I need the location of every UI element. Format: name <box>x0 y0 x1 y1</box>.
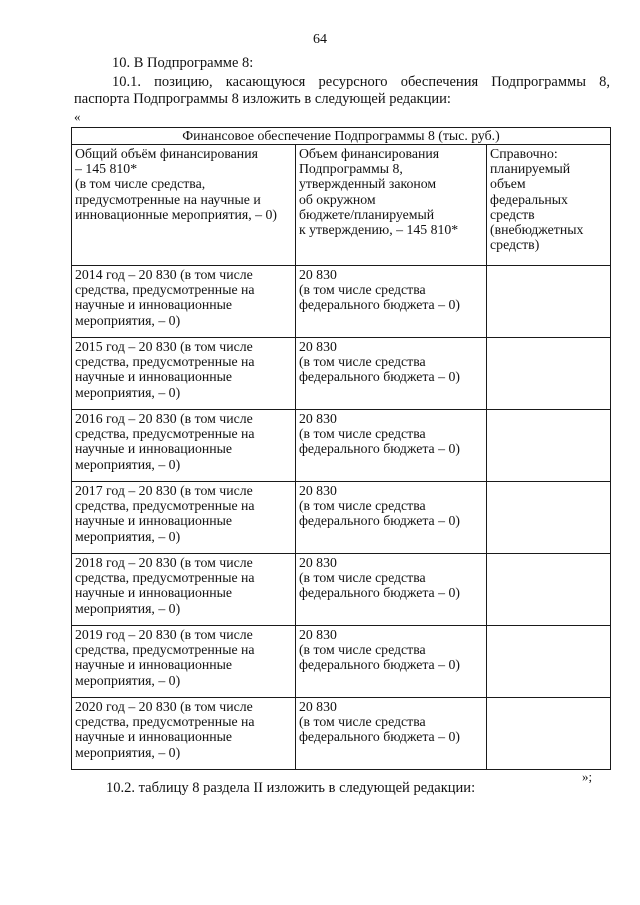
year-approved-cell: 20 830 (в том числе средства федерального бюджета – 0) <box>295 554 486 626</box>
table-row <box>72 554 611 626</box>
header-approved-financing: Объем финансирования Подпрограммы 8, утвержденный законом об окружном бюджете/планируемый к утверждению, – 145 810* <box>295 145 486 266</box>
year-reference-cell <box>487 554 611 626</box>
year-total-cell: 2019 год – 20 830 (в том числе средства, предусмотренные на научные и инновационные мероприятия, – 0) <box>72 626 296 698</box>
header-total-financing: Общий объём финансирования – 145 810* (в том числе средства, предусмотренные на научные и инновационные мероприятия, – 0) <box>72 145 296 266</box>
table-row <box>72 266 611 338</box>
table-row <box>72 410 611 482</box>
year-total-cell: 2018 год – 20 830 (в том числе средства, предусмотренные на научные и инновационные мероприятия, – 0) <box>72 554 296 626</box>
year-approved-cell: 20 830 (в том числе средства федерального бюджета – 0) <box>295 410 486 482</box>
year-total-cell: 2017 год – 20 830 (в том числе средства, предусмотренные на научные и инновационные мероприятия, – 0) <box>72 482 296 554</box>
year-reference-cell <box>487 266 611 338</box>
page-number: 64 <box>313 32 327 47</box>
table-title: Финансовое обеспечение Подпрограммы 8 (тыс. руб.) <box>72 128 611 145</box>
year-total-cell: 2016 год – 20 830 (в том числе средства, предусмотренные на научные и инновационные мероприятия, – 0) <box>72 410 296 482</box>
table-title-row <box>72 128 611 145</box>
year-total-cell: 2015 год – 20 830 (в том числе средства, предусмотренные на научные и инновационные мероприятия, – 0) <box>72 338 296 410</box>
year-approved-cell: 20 830 (в том числе средства федерального бюджета – 0) <box>295 338 486 410</box>
year-total-cell: 2014 год – 20 830 (в том числе средства, предусмотренные на научные и инновационные мероприятия, – 0) <box>72 266 296 338</box>
table-row <box>72 338 611 410</box>
year-approved-cell: 20 830 (в том числе средства федерального бюджета – 0) <box>295 698 486 770</box>
year-approved-cell: 20 830 (в том числе средства федерального бюджета – 0) <box>295 482 486 554</box>
year-reference-cell <box>487 626 611 698</box>
year-reference-cell <box>487 698 611 770</box>
paragraph-10-2: 10.2. таблицу 8 раздела II изложить в следующей редакции: <box>106 780 476 796</box>
financing-table <box>71 127 611 770</box>
paragraph-10-1: 10.1. позицию, касающуюся ресурсного обеспечения Подпрограммы 8, паспорта Подпрограммы 8 изложить в следующей редакции: <box>74 74 610 107</box>
table-row <box>72 626 611 698</box>
year-reference-cell <box>487 410 611 482</box>
table-header-row <box>72 145 611 266</box>
year-total-cell: 2020 год – 20 830 (в том числе средства, предусмотренные на научные и инновационные мероприятия, – 0) <box>72 698 296 770</box>
table-row <box>72 482 611 554</box>
section-heading: 10. В Подпрограмме 8: <box>112 55 254 71</box>
opening-quote: « <box>74 109 81 124</box>
year-reference-cell <box>487 482 611 554</box>
year-reference-cell <box>487 338 611 410</box>
closing-quote: »; <box>582 769 593 784</box>
table-row <box>72 698 611 770</box>
header-reference-federal: Справочно: планируемый объем федеральных средств (внебюджетных средств) <box>487 145 611 266</box>
year-approved-cell: 20 830 (в том числе средства федерального бюджета – 0) <box>295 626 486 698</box>
year-approved-cell: 20 830 (в том числе средства федерального бюджета – 0) <box>295 266 486 338</box>
